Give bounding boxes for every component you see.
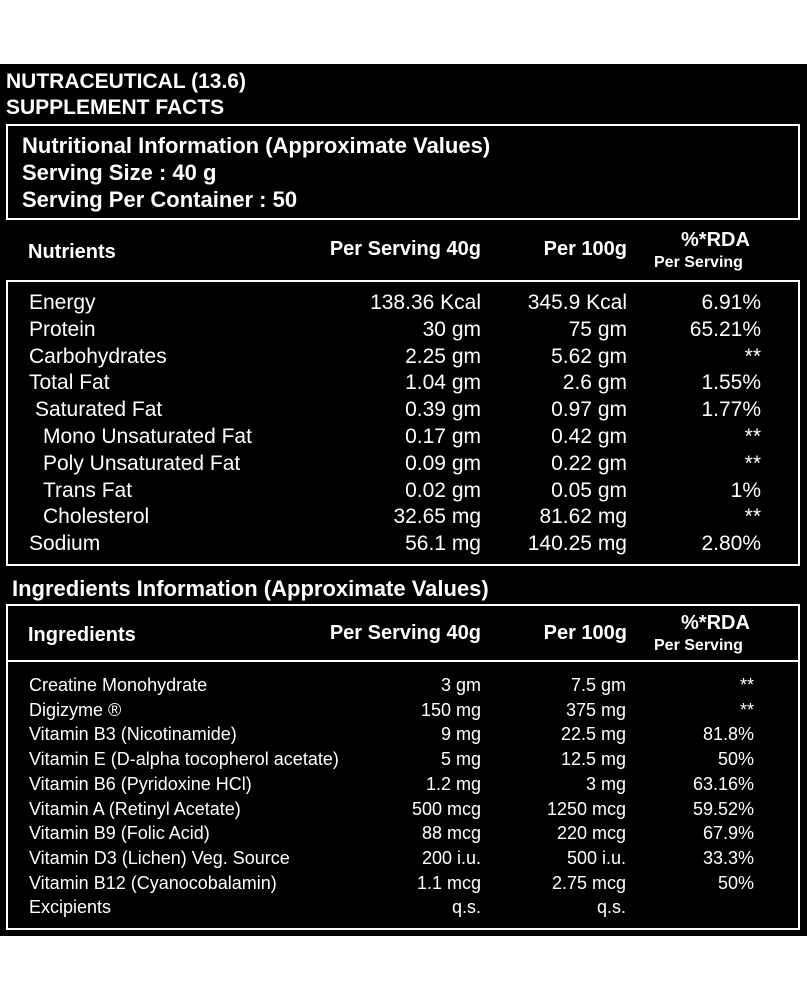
ingredient-per-100g: 12.5 mg [560, 749, 626, 770]
nutrient-per-100g: 5.62 gm [551, 344, 627, 368]
servings-per-container: Serving Per Container : 50 [22, 187, 298, 212]
nutrient-per-serving: 32.65 mg [393, 505, 481, 529]
nutrient-row [0, 452, 807, 478]
nutrient-per-100g: 0.05 gm [551, 478, 627, 502]
ingredients-col-header: Ingredients [28, 624, 136, 646]
ingredient-name: Vitamin B3 (Nicotinamide) [29, 724, 237, 745]
ingredient-name: Vitamin B6 (Pyridoxine HCl) [29, 773, 252, 794]
nutrient-rda: 65.21% [689, 317, 761, 341]
nutrient-rda: 1.77% [701, 398, 761, 422]
nutrient-per-serving: 138.36 Kcal [370, 291, 481, 314]
ingredient-name: Vitamin A (Retinyl Acetate) [29, 798, 241, 819]
ingredient-row [0, 799, 807, 823]
nutrient-rda: ** [744, 451, 761, 475]
nutrient-row [0, 371, 807, 397]
ingredient-per-serving: 88 mcg [421, 823, 481, 844]
ingredient-row [0, 774, 807, 798]
ingredient-row [0, 897, 807, 921]
ingredient-rda: 63.16% [692, 773, 754, 794]
nutrient-per-serving: 0.09 gm [405, 451, 481, 475]
nutrient-name: Sodium [29, 532, 101, 556]
nutrient-row [0, 505, 807, 531]
ingredient-per-100g: 22.5 mg [560, 724, 626, 745]
product-title: NUTRACEUTICAL (13.6) [6, 70, 246, 93]
ingredient-per-100g: 500 i.u. [566, 847, 626, 868]
ingredient-per-100g: q.s. [596, 897, 626, 918]
nutrient-per-100g: 140.25 mg [527, 532, 627, 556]
ingredient-row [0, 675, 807, 699]
ingredients-per-serving-header: Per Serving 40g [329, 622, 481, 644]
nutrient-name: Cholesterol [43, 505, 150, 529]
nutrient-rda: 1% [730, 478, 761, 502]
ingredient-per-serving: q.s. [451, 897, 481, 918]
nutrient-per-100g: 0.42 gm [551, 425, 627, 448]
ingredient-name: Vitamin B12 (Cyanocobalamin) [29, 872, 277, 893]
nutrient-per-serving: 30 gm [422, 317, 481, 341]
nutrient-name: Total Fat [29, 371, 110, 395]
nutrients-col-header: Nutrients [28, 241, 116, 263]
supplement-facts-heading: SUPPLEMENT FACTS [6, 96, 225, 119]
ingredient-rda: ** [739, 675, 754, 695]
nutrient-row [0, 532, 807, 558]
ingredient-name: Vitamin D3 (Lichen) Veg. Source [29, 847, 290, 868]
ingredient-name: Vitamin E (D-alpha tocopherol acetate) [29, 749, 339, 770]
nutrient-rda: 6.91% [701, 291, 761, 314]
nutrients-rda-subheader: Per Serving [654, 254, 743, 271]
nutrient-per-100g: 2.6 gm [562, 371, 627, 395]
nutrient-name: Saturated Fat [35, 398, 163, 422]
nutrient-name: Energy [29, 291, 96, 314]
nutrient-row [0, 345, 807, 371]
nutrient-rda: ** [744, 344, 761, 368]
ingredient-name: Excipients [29, 897, 112, 918]
ingredient-rda: ** [739, 699, 754, 720]
ingredient-rda: 33.3% [702, 847, 754, 868]
nutrient-row [0, 291, 807, 317]
ingredients-rda-header: %*RDA [681, 612, 750, 634]
ingredient-row [0, 873, 807, 897]
ingredient-rda: 50% [717, 749, 754, 770]
serving-size: Serving Size : 40 g [22, 160, 217, 185]
ingredient-row [0, 749, 807, 773]
nutrient-per-serving: 0.39 gm [405, 398, 481, 422]
nutrient-rda: ** [744, 425, 761, 448]
ingredient-per-serving: 200 i.u. [421, 847, 481, 868]
nutrient-row [0, 479, 807, 505]
nutrient-name: Poly Unsaturated Fat [43, 451, 241, 475]
ingredient-per-serving: 1.1 mcg [416, 872, 481, 893]
nutrient-rda: ** [744, 505, 761, 529]
ingredient-per-serving: 9 mg [440, 724, 481, 745]
nutritional-info-title: Nutritional Information (Approximate Values) [22, 133, 491, 158]
ingredient-per-100g: 7.5 gm [570, 675, 626, 695]
ingredients-per-100g-header: Per 100g [543, 622, 627, 644]
nutrients-per-100g-header: Per 100g [543, 238, 627, 260]
nutrient-per-serving: 56.1 mg [405, 532, 481, 556]
ingredient-rda: 59.52% [692, 798, 754, 819]
nutrient-per-serving: 0.02 gm [405, 478, 481, 502]
nutrient-per-serving: 2.25 gm [405, 344, 481, 368]
nutrient-row [0, 425, 807, 451]
nutrient-row [0, 318, 807, 344]
ingredients-rda-subheader: Per Serving [654, 637, 743, 654]
ingredient-name: Digizyme ® [29, 699, 122, 720]
ingredient-row [0, 823, 807, 847]
ingredient-per-serving: 150 mg [420, 699, 481, 720]
ingredient-per-100g: 375 mg [565, 699, 626, 720]
ingredient-row [0, 848, 807, 872]
nutrient-per-100g: 0.22 gm [551, 451, 627, 475]
nutrient-per-100g: 345.9 Kcal [527, 291, 627, 314]
ingredient-rda: 50% [717, 872, 754, 893]
ingredient-rda: 67.9% [702, 823, 754, 844]
ingredient-per-serving: 1.2 mg [425, 773, 481, 794]
ingredient-name: Creatine Monohydrate [29, 675, 208, 695]
nutrients-rda-header: %*RDA [681, 229, 750, 251]
nutrient-per-serving: 0.17 gm [405, 425, 481, 448]
ingredient-name: Vitamin B9 (Folic Acid) [29, 823, 210, 844]
ingredient-row [0, 700, 807, 724]
ingredient-row [0, 724, 807, 748]
nutrient-per-serving: 1.04 gm [405, 371, 481, 395]
ingredient-rda: 81.8% [702, 724, 754, 745]
ingredients-header-divider [6, 660, 800, 662]
nutrient-rda: 1.55% [701, 371, 761, 395]
nutrient-per-100g: 0.97 gm [551, 398, 627, 422]
ingredient-per-serving: 5 mg [440, 749, 481, 770]
nutrient-name: Mono Unsaturated Fat [43, 425, 252, 448]
ingredient-per-100g: 3 mg [585, 773, 626, 794]
nutrient-per-100g: 75 gm [568, 317, 627, 341]
ingredient-per-100g: 1250 mcg [546, 798, 626, 819]
ingredient-per-serving: 3 gm [440, 675, 481, 695]
ingredient-per-100g: 220 mcg [556, 823, 626, 844]
ingredient-per-100g: 2.75 mcg [551, 872, 626, 893]
nutrient-per-100g: 81.62 mg [539, 505, 627, 529]
ingredient-per-serving: 500 mcg [411, 798, 481, 819]
nutrient-name: Trans Fat [43, 478, 133, 502]
ingredients-info-title: Ingredients Information (Approximate Values) [12, 576, 489, 601]
nutrient-rda: 2.80% [701, 532, 761, 556]
nutrient-name: Carbohydrates [29, 344, 167, 368]
nutrient-name: Protein [29, 317, 96, 341]
nutrient-row [0, 398, 807, 424]
nutrients-per-serving-header: Per Serving 40g [329, 238, 481, 260]
